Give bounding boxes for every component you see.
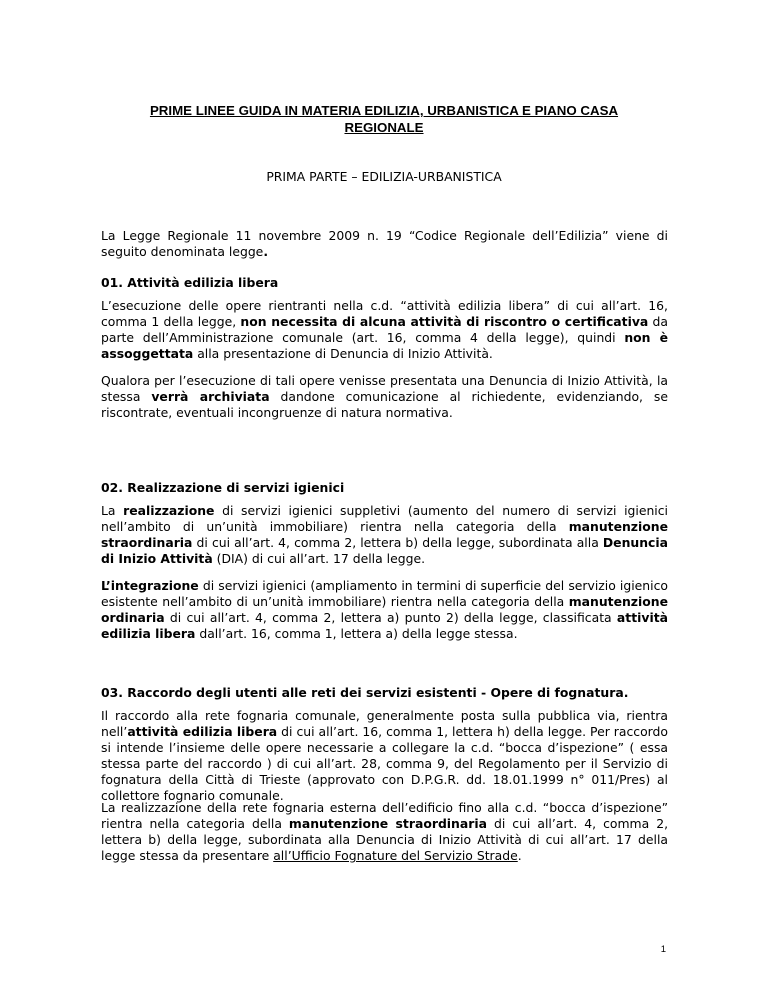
- text-run: di servizi igienici suppletivi (aumento del numero di servizi igienici nell’ambito di un’unità immobiliare) rientra nella categoria della: [101, 503, 668, 534]
- intro-period: .: [263, 244, 269, 259]
- section-01-paragraph-2: [101, 373, 668, 421]
- text-run: di cui all’art. 4, comma 2, lettera a) punto 2) della legge, classificata: [164, 610, 617, 625]
- bold-run: manutenzione ordinaria: [101, 594, 668, 625]
- section-01-heading: 01. Attività edilizia libera: [101, 275, 279, 290]
- bold-run: attività edilizia libera: [101, 610, 668, 641]
- text-run: di cui all’art. 4, comma 2, lettera b) della legge, subordinata alla: [192, 535, 603, 550]
- text-run: alla presentazione di Denuncia di Inizio Attività.: [193, 346, 493, 361]
- text-run: dall’art. 16, comma 1, lettera a) della legge stessa.: [195, 626, 518, 641]
- text-run: di cui all’art. 16, comma 1, lettera h) della legge. Per raccordo si intende l’insieme delle opere necessarie a collegare la c.d. “bocca d’ispezione” ( essa stessa parte del raccordo ) di cui all’art. 28, comma 9, del Regolamento per il Servizio di fognatura della Città di Trieste (approvato con D.P.G.R. dd. 18.01.1999 n° 011/Pres) al collettore fognario comunale.: [101, 724, 668, 803]
- text-run: L’esecuzione delle opere rientranti nella c.d. “attività edilizia libera” di cui all’art. 16, comma 1 della legge,: [101, 298, 668, 329]
- bold-run: attività edilizia libera: [127, 724, 278, 739]
- text-run: (DIA) di cui all’art. 17 della legge.: [212, 551, 426, 566]
- underlined-run: all’Ufficio Fognature del Servizio Strade: [273, 848, 518, 863]
- section-03-paragraph-1: [101, 708, 668, 804]
- page-number: 1: [660, 944, 666, 955]
- section-02-paragraph-1: [101, 503, 668, 567]
- bold-run: realizzazione: [123, 503, 215, 518]
- text-run: Qualora per l’esecuzione di tali opere venisse presentata una Denuncia di Inizio Attività, la stessa: [101, 373, 668, 404]
- intro-paragraph: [101, 228, 668, 260]
- section-02-heading: 02. Realizzazione di servizi igienici: [101, 480, 345, 495]
- bold-run: manutenzione straordinaria: [101, 519, 668, 550]
- text-run: La realizzazione della rete fognaria esterna dell’edificio fino alla c.d. “bocca d’ispezione” rientra nella categoria della: [101, 800, 668, 831]
- intro-text: La Legge Regionale 11 novembre 2009 n. 19 “Codice Regionale dell’Edilizia” viene di seguito denominata legge: [101, 228, 668, 259]
- bold-run: L’integrazione: [101, 578, 199, 593]
- bold-run: non è assoggettata: [101, 330, 668, 361]
- bold-run: Denuncia di Inizio Attività: [101, 535, 668, 566]
- text-run: di servizi igienici (ampliamento in termini di superficie del servizio igienico esistente nell’ambito di un’unità immobiliare) rientra nella categoria della: [101, 578, 668, 609]
- section-03-heading: 03. Raccordo degli utenti alle reti dei servizi esistenti - Opere di fognatura.: [101, 685, 629, 700]
- bold-run: verrà archiviata: [151, 389, 270, 404]
- document-subtitle: PRIMA PARTE – EDILIZIA-URBANISTICA: [266, 169, 502, 184]
- text-run: La: [101, 503, 124, 518]
- title-line-2: REGIONALE: [344, 120, 424, 135]
- section-02-paragraph-2: [101, 578, 668, 642]
- text-run: dandone comunicazione al richiedente, evidenziando, se riscontrate, eventuali incongruenze di natura normativa.: [101, 389, 668, 420]
- text-run: di cui all’art. 4, comma 2, lettera b) della legge, subordinata alla Denuncia di Inizio Attività di cui all’art. 17 della legge stessa da presentare: [101, 816, 669, 863]
- document-title: [0, 102, 768, 136]
- text-run: Il raccordo alla rete fognaria comunale, generalmente posta sulla pubblica via, rientra nell’: [101, 708, 668, 739]
- bold-run: non necessita di alcuna attività di riscontro o certificativa: [240, 314, 649, 329]
- section-01-paragraph-1: [101, 298, 668, 362]
- text-run: .: [517, 848, 522, 863]
- section-03-paragraph-2: [101, 800, 668, 864]
- bold-run: manutenzione straordinaria: [288, 816, 487, 831]
- title-line-1: PRIME LINEE GUIDA IN MATERIA EDILIZIA, URBANISTICA E PIANO CASA: [149, 103, 619, 118]
- text-run: da parte dell’Amministrazione comunale (art. 16, comma 4 della legge), quindi: [101, 314, 668, 345]
